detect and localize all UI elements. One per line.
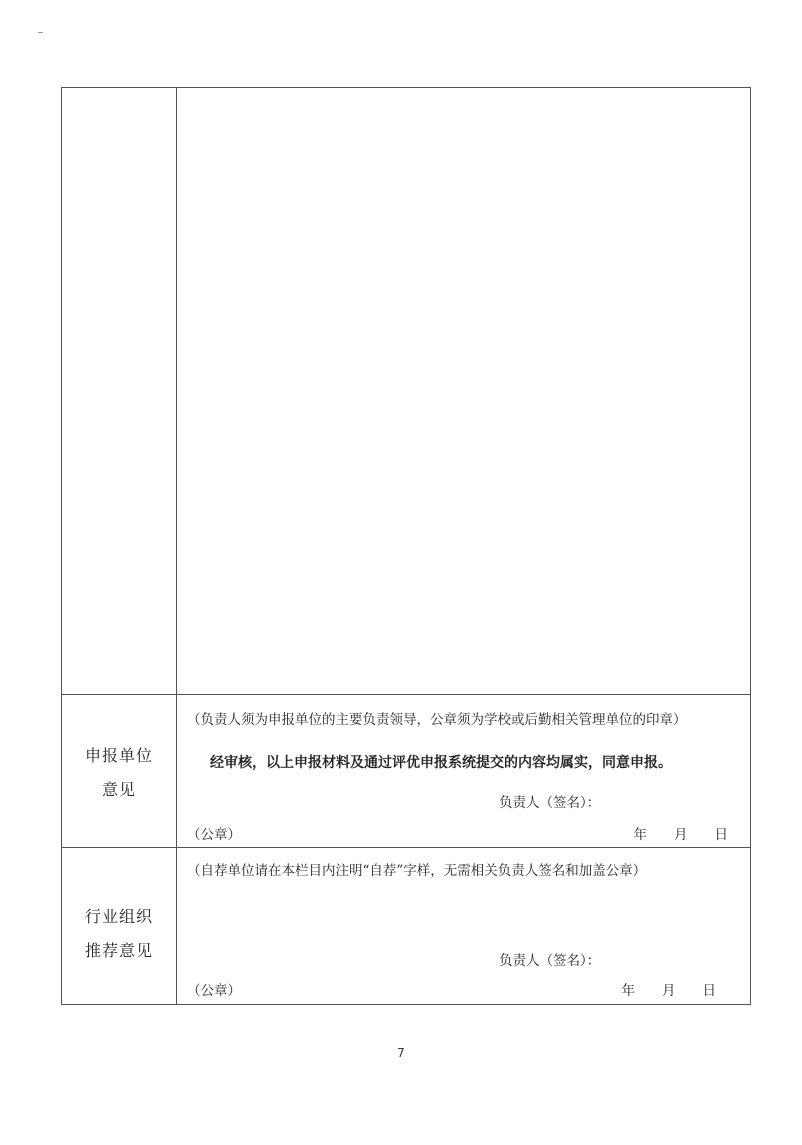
industry-recommendation-label-cell — [62, 848, 177, 1004]
industry-recommendation-content-cell — [177, 848, 750, 1004]
applicant-signer-label: 负责人（签名）： — [499, 795, 601, 811]
industry-recommendation-note: （自荐单位请在本栏目内注明“自荐”字样，无需相关负责人签名和加盖公章） — [187, 863, 647, 879]
scan-mark — [38, 32, 43, 33]
applicant-opinion-label-line2: 意见 — [101, 780, 136, 799]
applicant-seal-label: （公章） — [187, 827, 241, 843]
applicant-opinion-statement: 经审核，以上申报材料及通过评优申报系统提交的内容均属实，同意申报。 — [210, 755, 672, 771]
applicant-opinion-label-cell — [62, 695, 177, 847]
industry-signer-label: 负责人（签名）： — [499, 953, 601, 969]
applicant-opinion-label-line1: 申报单位 — [84, 746, 153, 765]
blank-content-row — [62, 88, 750, 694]
blank-label-cell — [62, 88, 177, 694]
form-table — [61, 87, 751, 1005]
applicant-opinion-note: （负责人须为申报单位的主要负责领导，公章须为学校或后勤相关管理单位的印章） — [187, 712, 687, 728]
industry-recommendation-label-line2: 推荐意见 — [84, 941, 153, 960]
industry-recommendation-label-line1: 行业组织 — [84, 907, 153, 926]
applicant-opinion-content-cell — [177, 695, 750, 847]
applicant-date-label: 年 月 日 — [633, 827, 728, 843]
applicant-opinion-row — [62, 694, 750, 847]
blank-content-cell — [177, 88, 750, 694]
industry-date-label: 年 月 日 — [621, 983, 716, 999]
industry-recommendation-row — [62, 847, 750, 1004]
industry-recommendation-label — [62, 900, 176, 968]
page-number: 7 — [397, 1046, 405, 1060]
industry-seal-label: （公章） — [187, 983, 241, 999]
applicant-opinion-label — [62, 739, 176, 807]
